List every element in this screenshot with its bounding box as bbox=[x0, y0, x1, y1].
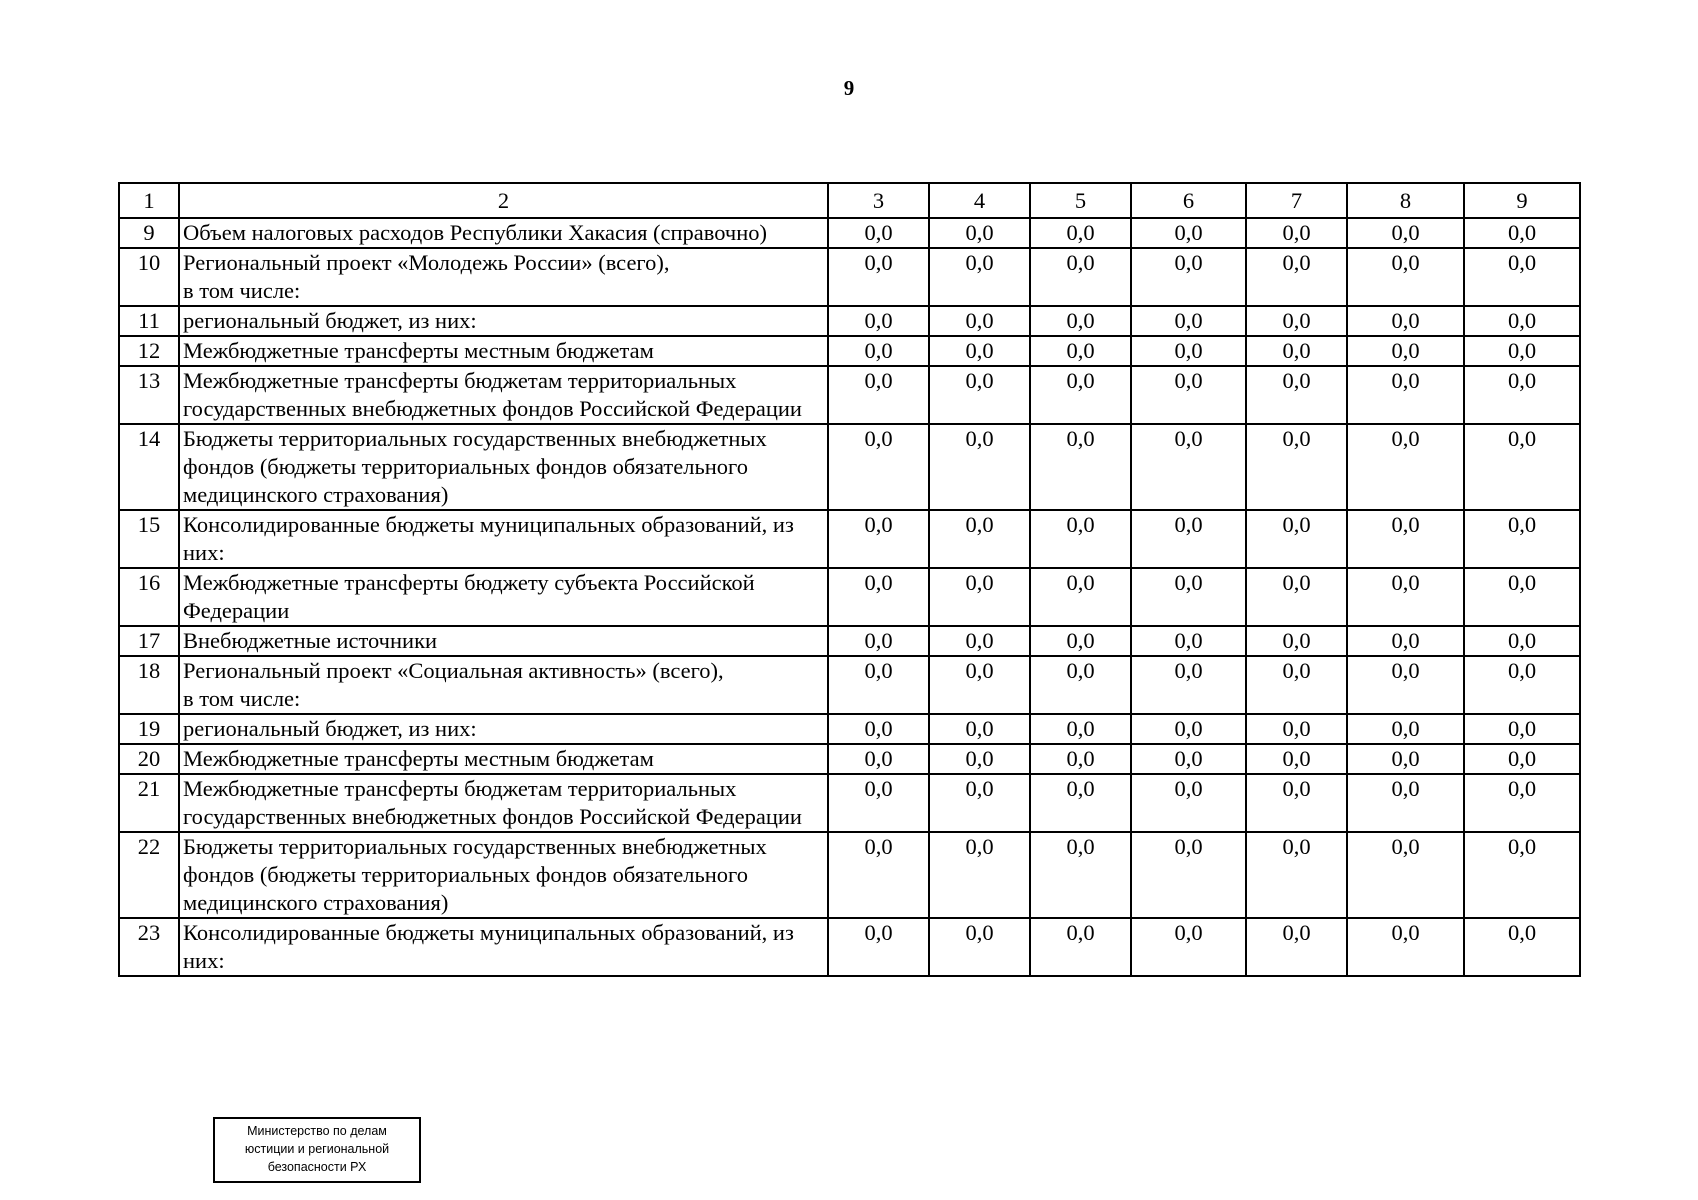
value-cell: 0,0 bbox=[1246, 366, 1347, 424]
value-cell: 0,0 bbox=[828, 366, 929, 424]
row-number: 11 bbox=[119, 306, 179, 336]
row-label: Межбюджетные трансферты бюджетам территориальных государственных внебюджетных фондов Российской Федерации bbox=[179, 774, 828, 832]
row-label: региональный бюджет, из них: bbox=[179, 306, 828, 336]
value-cell: 0,0 bbox=[929, 366, 1030, 424]
value-cell: 0,0 bbox=[828, 306, 929, 336]
value-cell: 0,0 bbox=[1030, 744, 1131, 774]
column-header: 3 bbox=[828, 183, 929, 218]
value-cell: 0,0 bbox=[828, 918, 929, 976]
value-cell: 0,0 bbox=[929, 306, 1030, 336]
value-cell: 0,0 bbox=[1030, 918, 1131, 976]
value-cell: 0,0 bbox=[1347, 306, 1464, 336]
value-cell: 0,0 bbox=[929, 218, 1030, 248]
value-cell: 0,0 bbox=[1464, 832, 1580, 918]
row-number: 12 bbox=[119, 336, 179, 366]
stamp-line: юстиции и региональной bbox=[244, 1142, 390, 1156]
budget-table bbox=[118, 182, 1581, 977]
value-cell: 0,0 bbox=[1464, 774, 1580, 832]
value-cell: 0,0 bbox=[828, 568, 929, 626]
value-cell: 0,0 bbox=[1347, 424, 1464, 510]
stamp-line: безопасности РХ bbox=[267, 1160, 367, 1174]
row-number: 10 bbox=[119, 248, 179, 306]
table-row bbox=[119, 248, 1580, 306]
row-number: 21 bbox=[119, 774, 179, 832]
table-row bbox=[119, 626, 1580, 656]
value-cell: 0,0 bbox=[1347, 218, 1464, 248]
value-cell: 0,0 bbox=[1347, 510, 1464, 568]
value-cell: 0,0 bbox=[1246, 626, 1347, 656]
value-cell: 0,0 bbox=[828, 510, 929, 568]
value-cell: 0,0 bbox=[929, 626, 1030, 656]
table-row bbox=[119, 918, 1580, 976]
value-cell: 0,0 bbox=[1464, 714, 1580, 744]
registration-stamp bbox=[213, 1117, 421, 1183]
value-cell: 0,0 bbox=[1347, 656, 1464, 714]
row-number: 14 bbox=[119, 424, 179, 510]
row-label: Внебюджетные источники bbox=[179, 626, 828, 656]
table-row bbox=[119, 306, 1580, 336]
value-cell: 0,0 bbox=[1131, 832, 1246, 918]
value-cell: 0,0 bbox=[1246, 568, 1347, 626]
value-cell: 0,0 bbox=[1347, 248, 1464, 306]
value-cell: 0,0 bbox=[1030, 336, 1131, 366]
value-cell: 0,0 bbox=[929, 656, 1030, 714]
value-cell: 0,0 bbox=[1131, 626, 1246, 656]
table-body bbox=[119, 218, 1580, 976]
value-cell: 0,0 bbox=[1131, 336, 1246, 366]
row-number: 15 bbox=[119, 510, 179, 568]
value-cell: 0,0 bbox=[1030, 366, 1131, 424]
row-label: региональный бюджет, из них: bbox=[179, 714, 828, 744]
value-cell: 0,0 bbox=[1246, 744, 1347, 774]
value-cell: 0,0 bbox=[1464, 248, 1580, 306]
value-cell: 0,0 bbox=[929, 424, 1030, 510]
value-cell: 0,0 bbox=[1246, 424, 1347, 510]
value-cell: 0,0 bbox=[828, 626, 929, 656]
value-cell: 0,0 bbox=[929, 774, 1030, 832]
value-cell: 0,0 bbox=[1246, 832, 1347, 918]
row-number: 16 bbox=[119, 568, 179, 626]
value-cell: 0,0 bbox=[1131, 568, 1246, 626]
value-cell: 0,0 bbox=[1030, 248, 1131, 306]
row-label: Региональный проект «Социальная активность» (всего), в том числе: bbox=[179, 656, 828, 714]
row-number: 23 bbox=[119, 918, 179, 976]
value-cell: 0,0 bbox=[1246, 218, 1347, 248]
row-label: Бюджеты территориальных государственных внебюджетных фондов (бюджеты территориальных фондов обязательного медицинского страхования) bbox=[179, 424, 828, 510]
value-cell: 0,0 bbox=[1464, 366, 1580, 424]
row-number: 17 bbox=[119, 626, 179, 656]
value-cell: 0,0 bbox=[1347, 366, 1464, 424]
value-cell: 0,0 bbox=[828, 774, 929, 832]
value-cell: 0,0 bbox=[1464, 510, 1580, 568]
value-cell: 0,0 bbox=[1464, 744, 1580, 774]
value-cell: 0,0 bbox=[929, 918, 1030, 976]
value-cell: 0,0 bbox=[929, 714, 1030, 744]
row-label: Межбюджетные трансферты бюджетам территориальных государственных внебюджетных фондов Российской Федерации bbox=[179, 366, 828, 424]
value-cell: 0,0 bbox=[1246, 248, 1347, 306]
value-cell: 0,0 bbox=[1030, 714, 1131, 744]
value-cell: 0,0 bbox=[1131, 774, 1246, 832]
column-header: 2 bbox=[179, 183, 828, 218]
value-cell: 0,0 bbox=[1030, 218, 1131, 248]
table-row bbox=[119, 336, 1580, 366]
value-cell: 0,0 bbox=[1030, 568, 1131, 626]
value-cell: 0,0 bbox=[828, 218, 929, 248]
value-cell: 0,0 bbox=[828, 832, 929, 918]
value-cell: 0,0 bbox=[929, 568, 1030, 626]
row-label: Бюджеты территориальных государственных внебюджетных фондов (бюджеты территориальных фондов обязательного медицинского страхования) bbox=[179, 832, 828, 918]
value-cell: 0,0 bbox=[828, 336, 929, 366]
value-cell: 0,0 bbox=[1347, 568, 1464, 626]
value-cell: 0,0 bbox=[1246, 714, 1347, 744]
value-cell: 0,0 bbox=[1246, 336, 1347, 366]
value-cell: 0,0 bbox=[1131, 510, 1246, 568]
row-number: 22 bbox=[119, 832, 179, 918]
table-row bbox=[119, 424, 1580, 510]
column-header: 5 bbox=[1030, 183, 1131, 218]
value-cell: 0,0 bbox=[828, 744, 929, 774]
value-cell: 0,0 bbox=[828, 656, 929, 714]
table-row bbox=[119, 510, 1580, 568]
row-label: Региональный проект «Молодежь России» (всего), в том числе: bbox=[179, 248, 828, 306]
stamp-line: Министерство по делам bbox=[247, 1124, 387, 1138]
value-cell: 0,0 bbox=[929, 832, 1030, 918]
value-cell: 0,0 bbox=[1131, 366, 1246, 424]
value-cell: 0,0 bbox=[1131, 306, 1246, 336]
value-cell: 0,0 bbox=[1246, 774, 1347, 832]
value-cell: 0,0 bbox=[1464, 918, 1580, 976]
value-cell: 0,0 bbox=[1131, 714, 1246, 744]
value-cell: 0,0 bbox=[1131, 218, 1246, 248]
row-number: 19 bbox=[119, 714, 179, 744]
value-cell: 0,0 bbox=[828, 424, 929, 510]
value-cell: 0,0 bbox=[1464, 336, 1580, 366]
row-label: Межбюджетные трансферты местным бюджетам bbox=[179, 336, 828, 366]
value-cell: 0,0 bbox=[1246, 306, 1347, 336]
value-cell: 0,0 bbox=[1030, 306, 1131, 336]
value-cell: 0,0 bbox=[1464, 626, 1580, 656]
value-cell: 0,0 bbox=[929, 510, 1030, 568]
table-row bbox=[119, 656, 1580, 714]
value-cell: 0,0 bbox=[1347, 714, 1464, 744]
value-cell: 0,0 bbox=[1131, 656, 1246, 714]
value-cell: 0,0 bbox=[1464, 568, 1580, 626]
header-row bbox=[119, 183, 1580, 218]
column-header: 1 bbox=[119, 183, 179, 218]
column-header: 7 bbox=[1246, 183, 1347, 218]
value-cell: 0,0 bbox=[1131, 744, 1246, 774]
row-number: 20 bbox=[119, 744, 179, 774]
value-cell: 0,0 bbox=[1347, 744, 1464, 774]
row-label: Межбюджетные трансферты бюджету субъекта Российской Федерации bbox=[179, 568, 828, 626]
table-row bbox=[119, 832, 1580, 918]
value-cell: 0,0 bbox=[1464, 656, 1580, 714]
value-cell: 0,0 bbox=[828, 714, 929, 744]
table-row bbox=[119, 366, 1580, 424]
value-cell: 0,0 bbox=[1347, 832, 1464, 918]
value-cell: 0,0 bbox=[1347, 774, 1464, 832]
table-row bbox=[119, 774, 1580, 832]
value-cell: 0,0 bbox=[1030, 626, 1131, 656]
value-cell: 0,0 bbox=[1131, 248, 1246, 306]
value-cell: 0,0 bbox=[828, 248, 929, 306]
value-cell: 0,0 bbox=[1030, 832, 1131, 918]
value-cell: 0,0 bbox=[929, 248, 1030, 306]
value-cell: 0,0 bbox=[1030, 656, 1131, 714]
column-header: 9 bbox=[1464, 183, 1580, 218]
value-cell: 0,0 bbox=[929, 744, 1030, 774]
row-label: Консолидированные бюджеты муниципальных образований, из них: bbox=[179, 918, 828, 976]
value-cell: 0,0 bbox=[1464, 424, 1580, 510]
value-cell: 0,0 bbox=[1030, 774, 1131, 832]
table-row bbox=[119, 714, 1580, 744]
value-cell: 0,0 bbox=[1347, 918, 1464, 976]
value-cell: 0,0 bbox=[1246, 918, 1347, 976]
table-row bbox=[119, 744, 1580, 774]
value-cell: 0,0 bbox=[1347, 626, 1464, 656]
value-cell: 0,0 bbox=[929, 336, 1030, 366]
value-cell: 0,0 bbox=[1246, 510, 1347, 568]
column-header: 8 bbox=[1347, 183, 1464, 218]
page-number: 9 bbox=[843, 76, 855, 100]
value-cell: 0,0 bbox=[1246, 656, 1347, 714]
row-label: Консолидированные бюджеты муниципальных образований, из них: bbox=[179, 510, 828, 568]
value-cell: 0,0 bbox=[1347, 336, 1464, 366]
row-number: 13 bbox=[119, 366, 179, 424]
value-cell: 0,0 bbox=[1131, 424, 1246, 510]
value-cell: 0,0 bbox=[1030, 424, 1131, 510]
column-header: 4 bbox=[929, 183, 1030, 218]
row-label: Объем налоговых расходов Республики Хакасия (справочно) bbox=[179, 218, 828, 248]
row-number: 9 bbox=[119, 218, 179, 248]
value-cell: 0,0 bbox=[1464, 306, 1580, 336]
value-cell: 0,0 bbox=[1131, 918, 1246, 976]
table-row bbox=[119, 568, 1580, 626]
row-label: Межбюджетные трансферты местным бюджетам bbox=[179, 744, 828, 774]
value-cell: 0,0 bbox=[1464, 218, 1580, 248]
column-header: 6 bbox=[1131, 183, 1246, 218]
table-row bbox=[119, 218, 1580, 248]
value-cell: 0,0 bbox=[1030, 510, 1131, 568]
row-number: 18 bbox=[119, 656, 179, 714]
